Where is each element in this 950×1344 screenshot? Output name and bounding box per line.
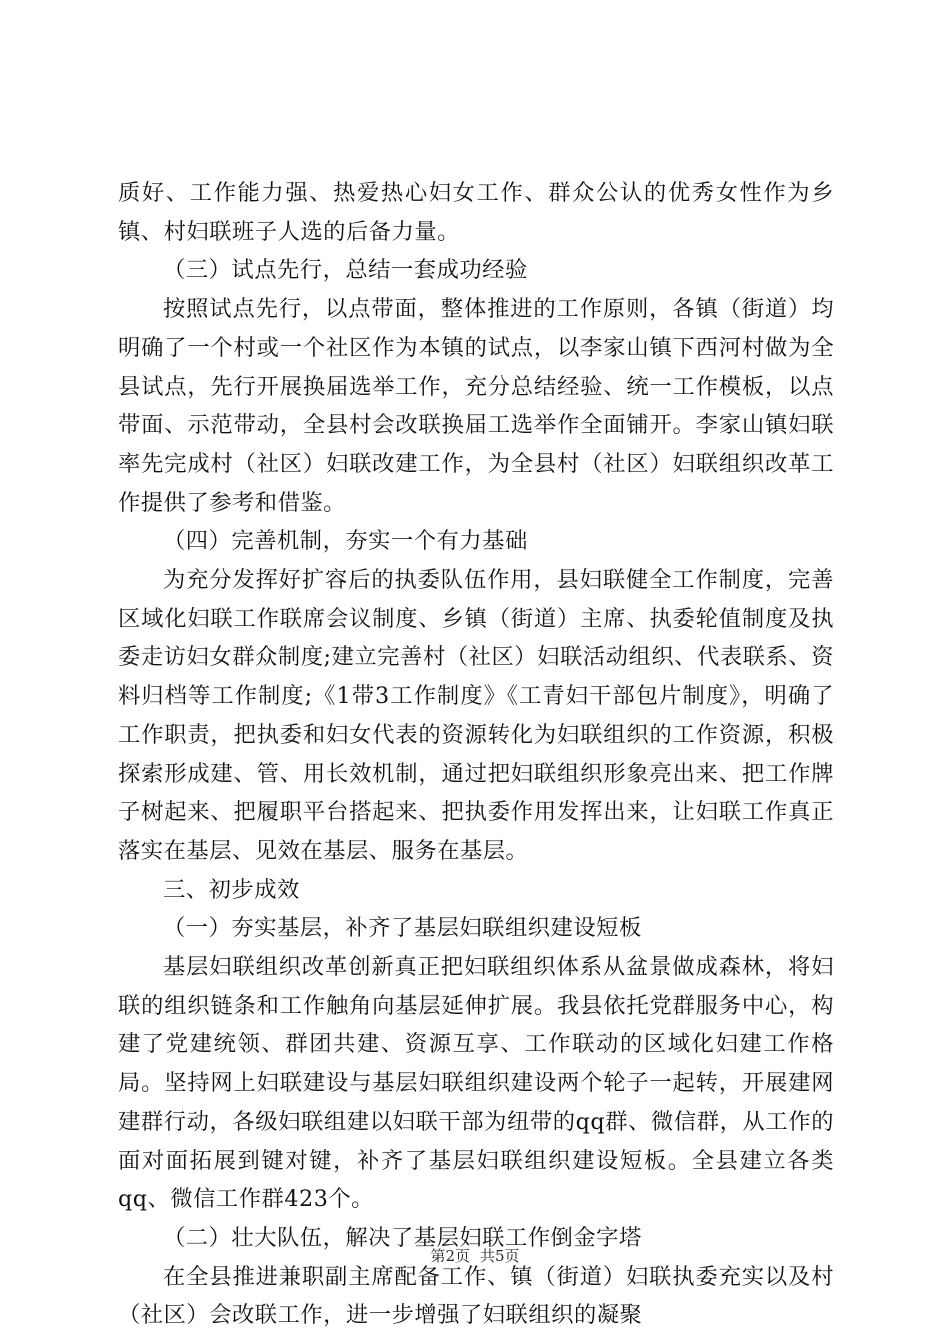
document-body [118,174,834,1335]
section-heading: （四）完善机制，夯实一个有力基础 [163,528,528,555]
section-heading: （一）夯实基层，补齐了基层妇联组织建设短板 [163,915,642,942]
paragraph: 按照试点先行，以点带面，整体推进的工作原则，各镇（街道）均明确了一个村或一个社区作为本镇的试点，以李家山镇下西河村做为全县试点，先行开展换届选举工作，充分总结经验、统一工作模板，以点带面、示范带动，全县村会改联换届工选举作全面铺开。李家山镇妇联率先完成村（社区）妇联改建工作，为全县村（社区）妇联组织改革工作提供了参考和借鉴。 [118,296,834,516]
chapter-heading: 三、初步成效 [163,876,300,903]
page-footer [0,1246,950,1266]
page-number: 第2页 [430,1247,470,1265]
page-total: 共5页 [480,1247,520,1265]
section-heading: （二）壮大队伍，解决了基层妇联工作倒金字塔 [163,1224,642,1251]
paragraph: 为充分发挥好扩容后的执委队伍作用，县妇联健全工作制度，完善区域化妇联工作联席会议制度、乡镇（街道）主席、执委轮值制度及执委走访妇女群众制度;建立完善村（社区）妇联活动组织、代表联系、资料归档等工作制度;《1带3工作制度》《工青妇干部包片制度》，明确了工作职责，把执委和妇女代表的资源转化为妇联组织的工作资源，积极探索形成建、管、用长效机制，通过把妇联组织形象亮出来、把工作牌子树起来、把履职平台搭起来、把执委作用发挥出来，让妇联工作真正落实在基层、见效在基层、服务在基层。 [118,567,834,864]
paragraph: 在全县推进兼职副主席配备工作、镇（街道）妇联执委充实以及村（社区）会改联工作，进一步增强了妇联组织的凝聚 [118,1263,834,1329]
section-heading: （三）试点先行，总结一套成功经验 [163,257,528,284]
paragraph: 基层妇联组织改革创新真正把妇联组织体系从盆景做成森林，将妇联的组织链条和工作触角向基层延伸扩展。我县依托党群服务中心，构建了党建统领、群团共建、资源互享、工作联动的区域化妇建工作格局。坚持网上妇联建设与基层妇联组织建设两个轮子一起转，开展建网建群行动，各级妇联组建以妇联干部为纽带的qq群、微信群，从工作的面对面拓展到键对键，补齐了基层妇联组织建设短板。全县建立各类qq、微信工作群423个。 [118,954,834,1213]
paragraph: 质好、工作能力强、热爱热心妇女工作、群众公认的优秀女性作为乡镇、村妇联班子人选的后备力量。 [118,180,834,245]
